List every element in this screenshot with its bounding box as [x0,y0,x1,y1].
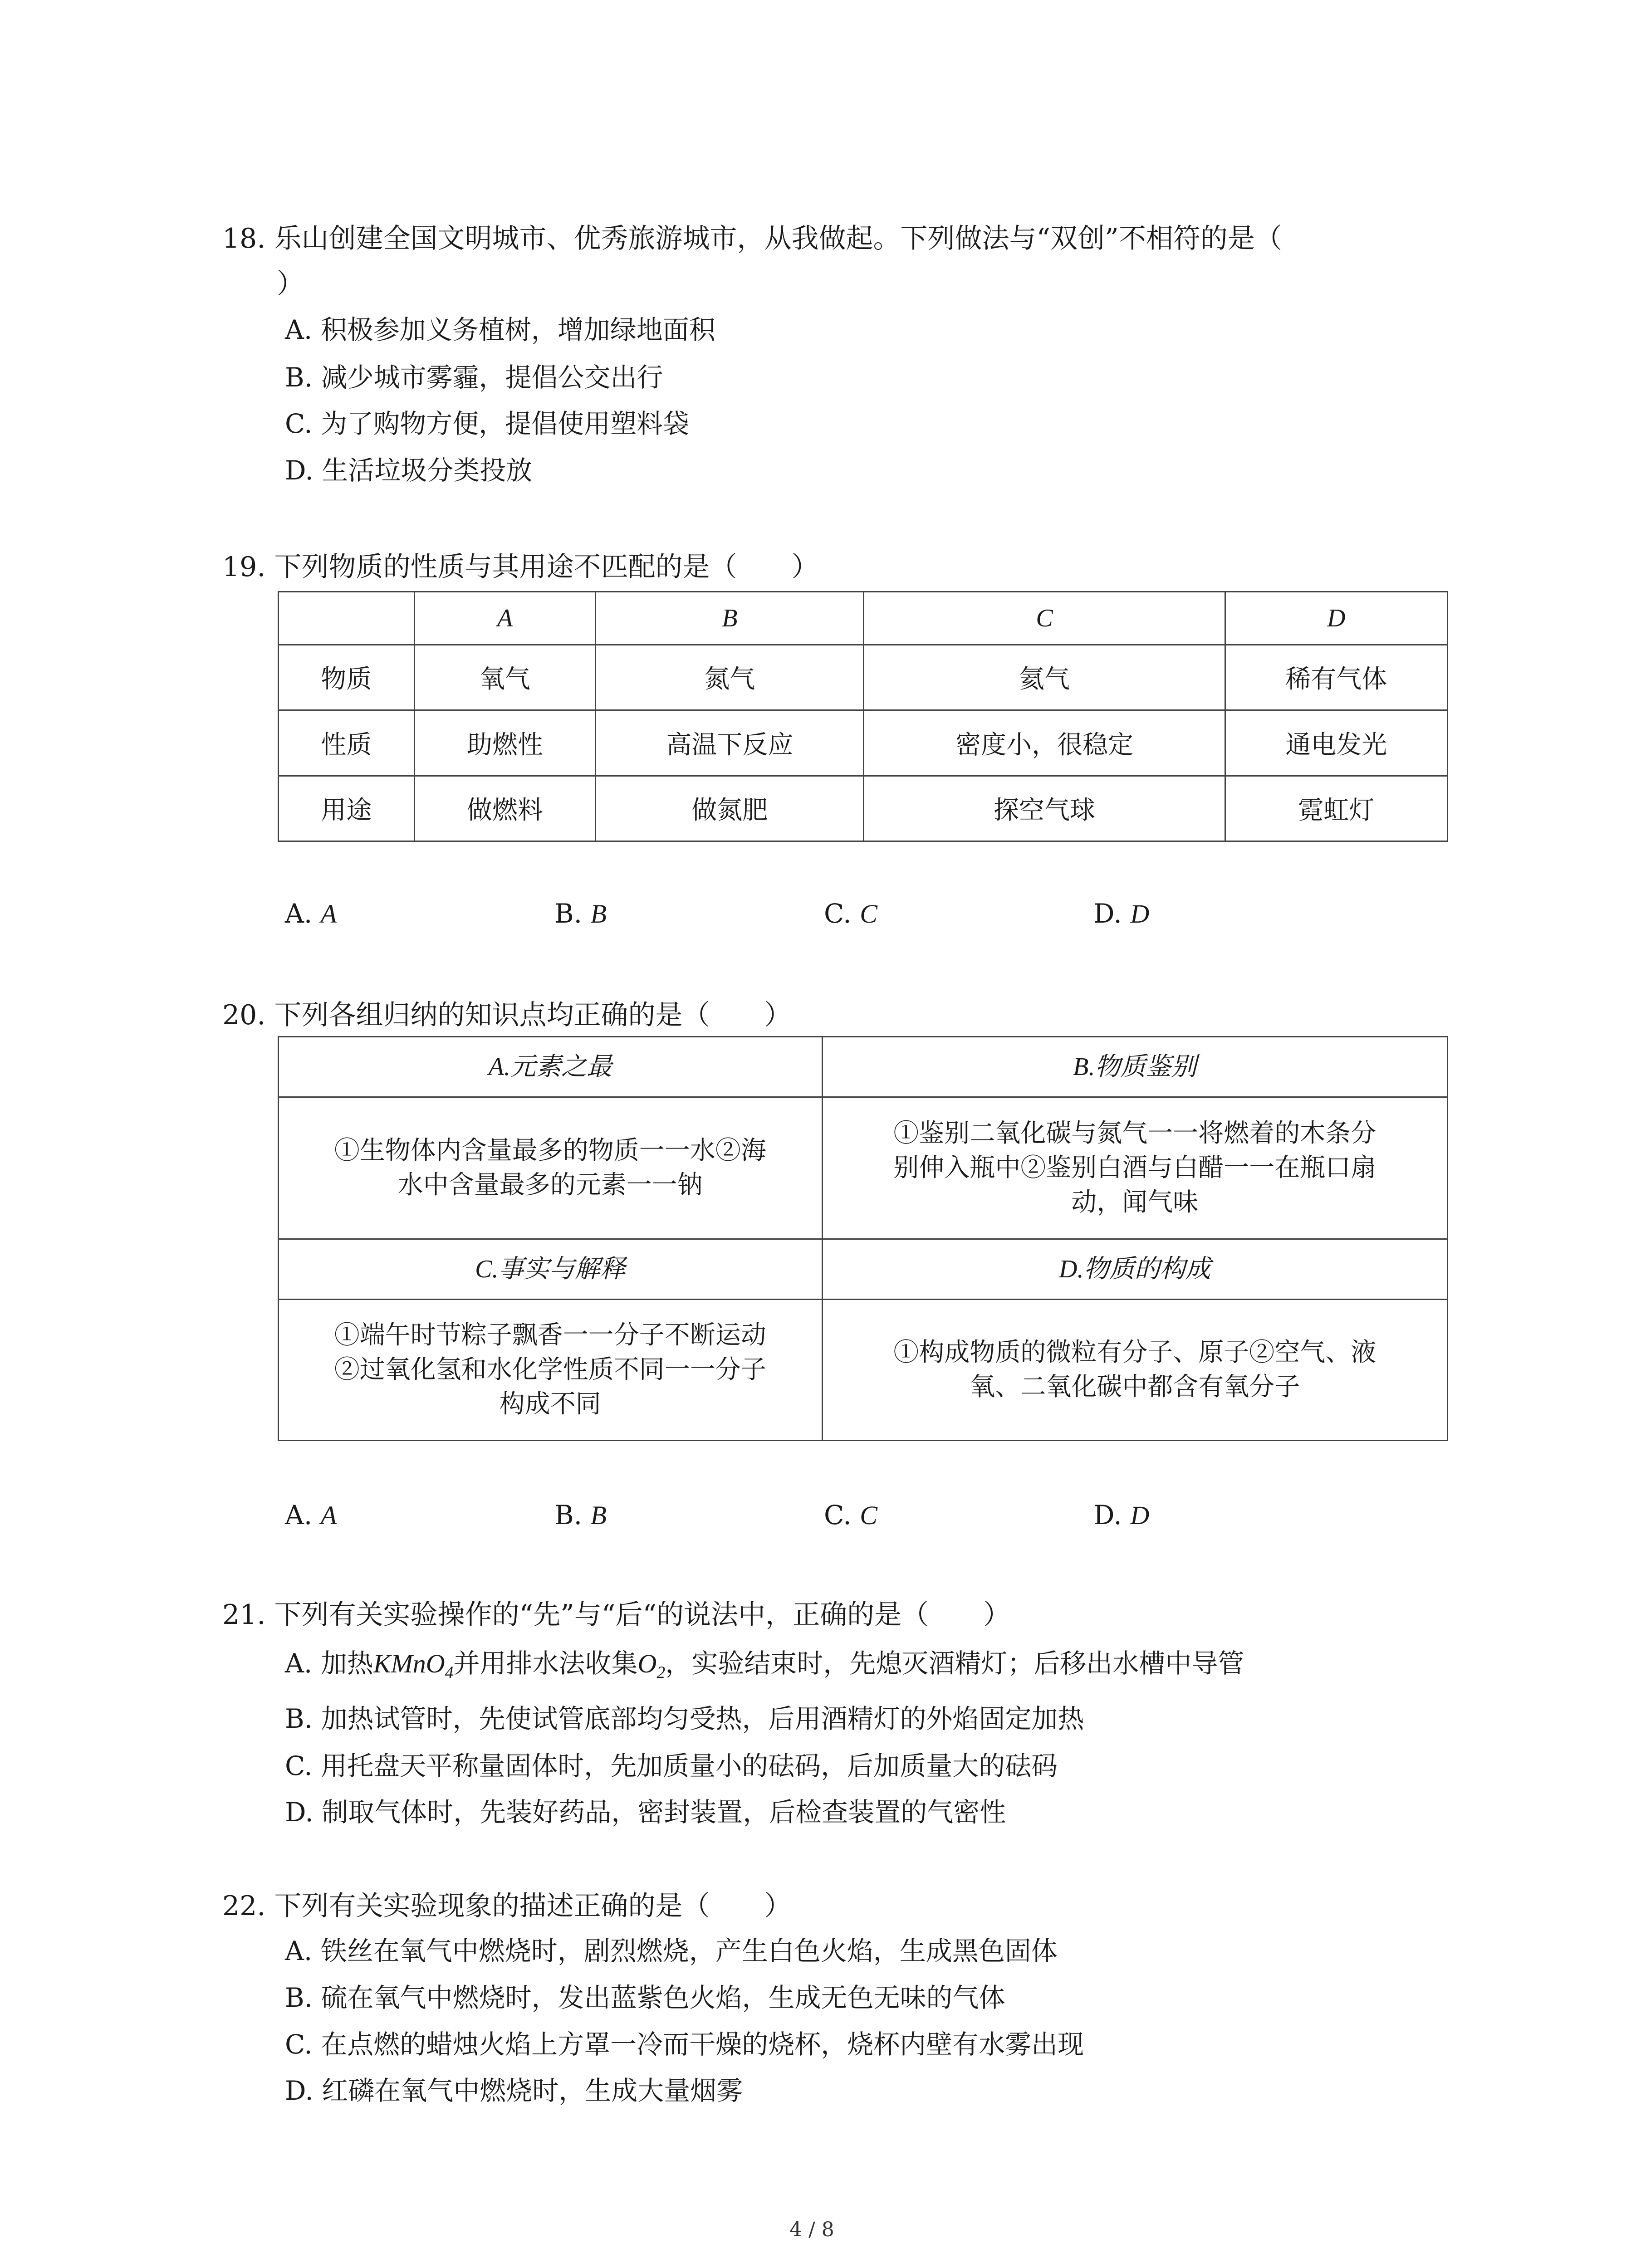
answer-prefix: B. [554,898,583,929]
q19-cell: 密度小，很稳定 [864,710,1225,776]
q19-cell: 氮气 [596,645,864,710]
q20-title: 20. 下列各组归纳的知识点均正确的是（ ） [222,999,792,1031]
answer-prefix: D. [1093,1500,1122,1530]
formula-sub: 4 [445,1663,454,1682]
q19-header-blank [279,592,415,645]
q19-cell: 做燃料 [414,776,596,841]
q20-answer-c [824,1500,877,1530]
q21-a-prefix: A. 加热 [285,1648,373,1679]
q19-cell: 氦气 [864,645,1225,710]
q18-title: 18. 乐山创建全国文明城市、优秀旅游城市，从我做起。下列做法与“双创”不相符的是（ [222,223,1282,254]
q19-table [278,591,1448,842]
q19-cell: 性质 [279,710,415,776]
q19-cell: 探空气球 [864,776,1225,841]
answer-prefix: D. [1093,898,1122,929]
q20-row-body-1 [279,1097,1448,1239]
q21-option-a [285,1642,1244,1683]
answer-prefix: C. [824,898,852,929]
q18-option-c: C. 为了购物方便，提倡使用塑料袋 [285,408,690,439]
q21-title: 21. 下列有关实验操作的“先”与“后“的说法中，正确的是（ ） [222,1599,1011,1631]
q20-d-head: D.物质的构成 [822,1239,1447,1300]
q20-b-line-3: 动，闻气味 [1071,1188,1199,1217]
answer-value: C [860,899,877,929]
answer-value: A [320,899,337,929]
q20-c-body [279,1300,823,1441]
q18-option-a: A. 积极参加义务植树，增加绿地面积 [285,314,715,345]
q20-b-line-1: ①鉴别二氧化碳与氮气一一将燃着的木条分 [893,1119,1376,1148]
q20-d-line-1: ①构成物质的微粒有分子、原子②空气、液 [893,1338,1376,1367]
q20-table [278,1036,1448,1441]
q20-row-head-1 [279,1037,1448,1097]
q19-cell: 用途 [279,776,415,841]
q19-row-substance [279,645,1448,710]
answer-prefix: B. [554,1500,583,1530]
q18-title-cont: ） [277,268,304,300]
q19-answer-c [824,898,877,929]
q19-cell: 稀有气体 [1225,645,1447,710]
q20-row-head-2 [279,1239,1448,1300]
q20-answer-a [285,1500,337,1530]
o2-formula [637,1649,666,1682]
q19-cell: 氧气 [414,645,596,710]
q20-c-line-1: ①端午时节粽子飘香一一分子不断运动 [334,1320,766,1350]
answer-value: C [860,1501,877,1530]
formula-sub: 2 [656,1663,666,1682]
q20-d-line-2: 氧、二氧化碳中都含有氧分子 [970,1372,1300,1402]
q19-row-use [279,776,1448,841]
q21-option-c: C. 用托盘天平称量固体时，先加质量小的砝码，后加质量大的砝码 [285,1750,1058,1781]
answer-value: B [590,899,607,929]
q19-cell: 通电发光 [1225,710,1447,776]
q19-header-row [279,592,1448,645]
q20-b-body [822,1097,1447,1239]
answer-value: D [1130,899,1150,929]
q18-option-b: B. 减少城市雾霾，提倡公交出行 [285,362,663,393]
formula-main: O [637,1649,657,1678]
q20-c-head: C.事实与解释 [279,1239,823,1300]
q20-c-line-2: ②过氧化氢和水化学性质不同一一分子 [334,1355,766,1384]
q19-header-a: A [414,592,596,645]
q20-a-head: A.元素之最 [279,1037,823,1097]
q19-cell: 霓虹灯 [1225,776,1447,841]
q19-answer-a [285,898,337,929]
answer-prefix: C. [824,1500,852,1530]
q21-a-middle: 并用排水法收集 [453,1648,638,1679]
answer-value: A [320,1501,337,1530]
q19-answer-b [554,898,607,929]
q19-cell: 物质 [279,645,415,710]
q20-d-body [822,1300,1447,1441]
q21-option-d: D. 制取气体时，先装好药品，密封装置，后检查装置的气密性 [285,1797,1006,1828]
q21-option-b: B. 加热试管时，先使试管底部均匀受热，后用酒精灯的外焰固定加热 [285,1703,1084,1734]
answer-value: D [1130,1501,1150,1530]
q20-row-body-2 [279,1300,1448,1441]
q19-cell: 做氮肥 [596,776,864,841]
q20-answer-b [554,1500,607,1530]
q21-a-suffix: ，实验结束时，先熄灭酒精灯；后移出水槽中导管 [665,1648,1244,1679]
q19-header-d: D [1225,592,1447,645]
q20-answer-d [1093,1500,1149,1530]
q22-title: 22. 下列有关实验现象的描述正确的是（ ） [222,1890,792,1922]
q19-cell: 高温下反应 [596,710,864,776]
q20-a-line-1: ①生物体内含量最多的物质一一水②海 [334,1136,766,1165]
formula-main: KMnO [373,1649,445,1678]
q22-option-d: D. 红磷在氧气中燃烧时，生成大量烟雾 [285,2075,743,2106]
q22-option-a: A. 铁丝在氧气中燃烧时，剧烈燃烧，产生白色火焰，生成黑色固体 [285,1936,1058,1966]
answer-prefix: A. [285,898,313,929]
q22-option-b: B. 硫在氧气中燃烧时，发出蓝紫色火焰，生成无色无味的气体 [285,1982,1005,2013]
kmno4-formula [373,1649,454,1682]
q20-a-body [279,1097,823,1239]
q19-title: 19. 下列物质的性质与其用途不匹配的是（ ） [222,551,819,583]
answer-prefix: A. [285,1500,313,1530]
q19-header-c: C [864,592,1225,645]
answer-value: B [590,1501,607,1530]
q19-row-property [279,710,1448,776]
q19-answer-d [1093,898,1149,929]
q22-option-c: C. 在点燃的蜡烛火焰上方罩一冷而干燥的烧杯，烧杯内壁有水雾出现 [285,2029,1084,2060]
q20-b-line-2: 别伸入瓶中②鉴别白酒与白醋一一在瓶口扇 [893,1153,1376,1183]
q20-c-line-3: 构成不同 [499,1389,601,1419]
q18-option-d: D. 生活垃圾分类投放 [285,455,533,486]
q19-cell: 助燃性 [414,710,596,776]
page-number: 4 / 8 [789,2218,834,2241]
q19-header-b: B [596,592,864,645]
q20-a-line-2: 水中含量最多的元素一一钠 [397,1170,703,1200]
q20-b-head: B.物质鉴别 [822,1037,1447,1097]
